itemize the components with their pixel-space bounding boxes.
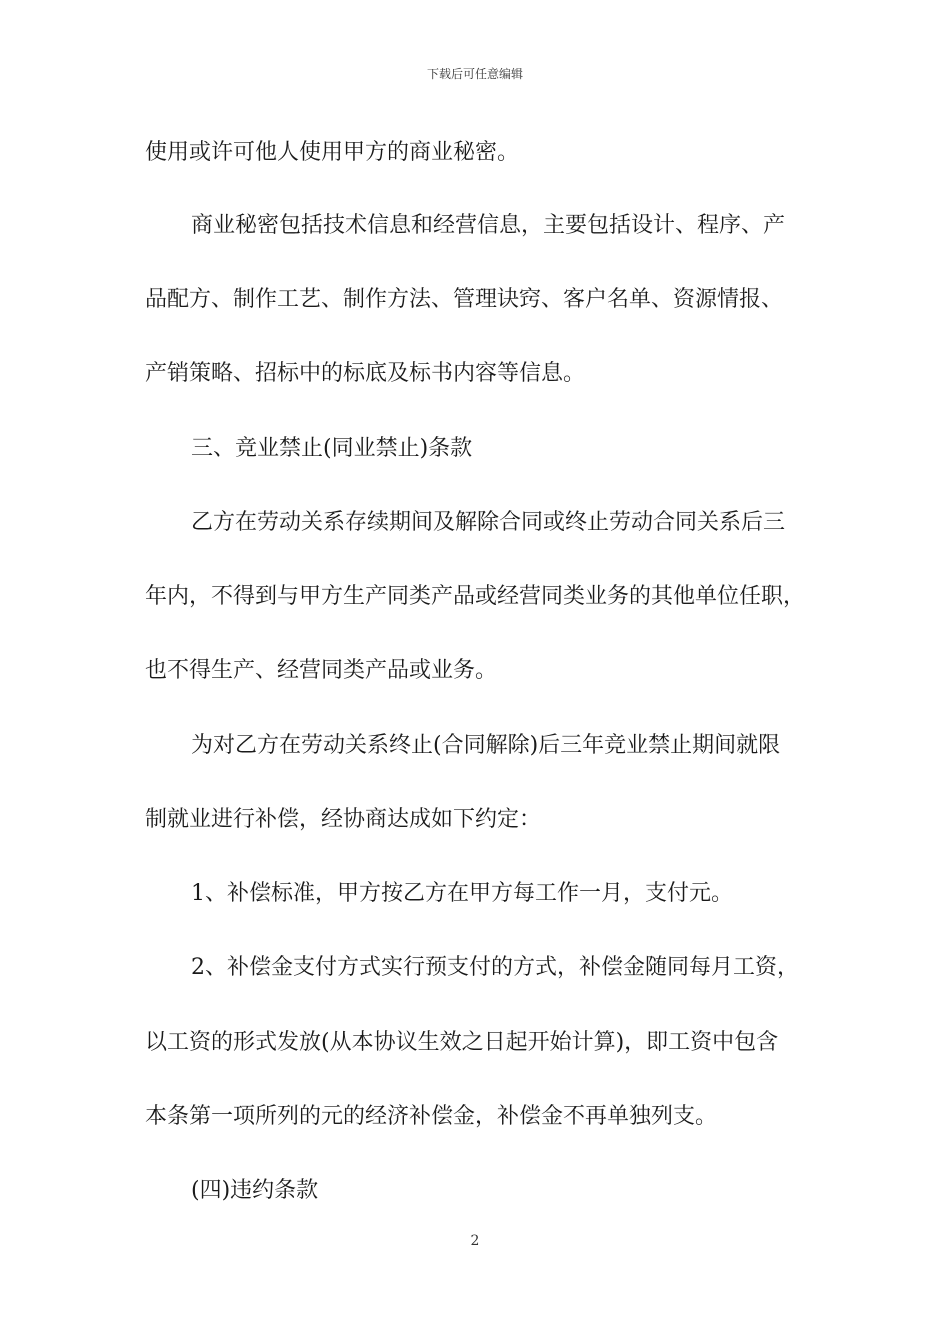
body-line-text: 乙方在劳动关系存续期间及解除合同或终止劳动合同关系后三	[191, 510, 786, 535]
body-line-text: 以工资的形式发放(从本协议生效之日起开始计算)，即工资中包含	[145, 1030, 779, 1055]
body-line-text: 产销策略、招标中的标底及标书内容等信息。	[145, 361, 586, 386]
body-line-text: 商业秘密包括技术信息和经营信息，主要包括设计、程序、产	[191, 213, 786, 238]
body-line-text: 本条第一项所列的元的经济补偿金，补偿金不再单独列支。	[145, 1104, 718, 1129]
page-header: 下载后可任意编辑	[426, 67, 523, 81]
body-line-text: 使用或许可他人使用甲方的商业秘密。	[145, 140, 520, 165]
body-line-text: 1、补偿标准，甲方按乙方在甲方每工作一月，支付元。	[191, 881, 733, 906]
body-line-text: 为对乙方在劳动关系终止(合同解除)后三年竞业禁止期间就限	[191, 733, 781, 758]
body-line-text: 年内，不得到与甲方生产同类产品或经营同类业务的其他单位任职，	[145, 584, 806, 609]
body-line-text: 也不得生产、经营同类产品或业务。	[145, 658, 498, 683]
body-line-text: 2、补偿金支付方式实行预支付的方式，补偿金随同每月工资，	[191, 955, 799, 980]
section-heading-text: (四)违约条款	[191, 1178, 319, 1203]
page-number: 2	[470, 1233, 480, 1249]
body-line-text: 品配方、制作工艺、制作方法、管理诀窍、客户名单、资源情报、	[145, 287, 784, 312]
section-heading-text: 三、竞业禁止(同业禁止)条款	[191, 436, 473, 461]
body-line-text: 制就业进行补偿，经协商达成如下约定：	[145, 807, 542, 832]
